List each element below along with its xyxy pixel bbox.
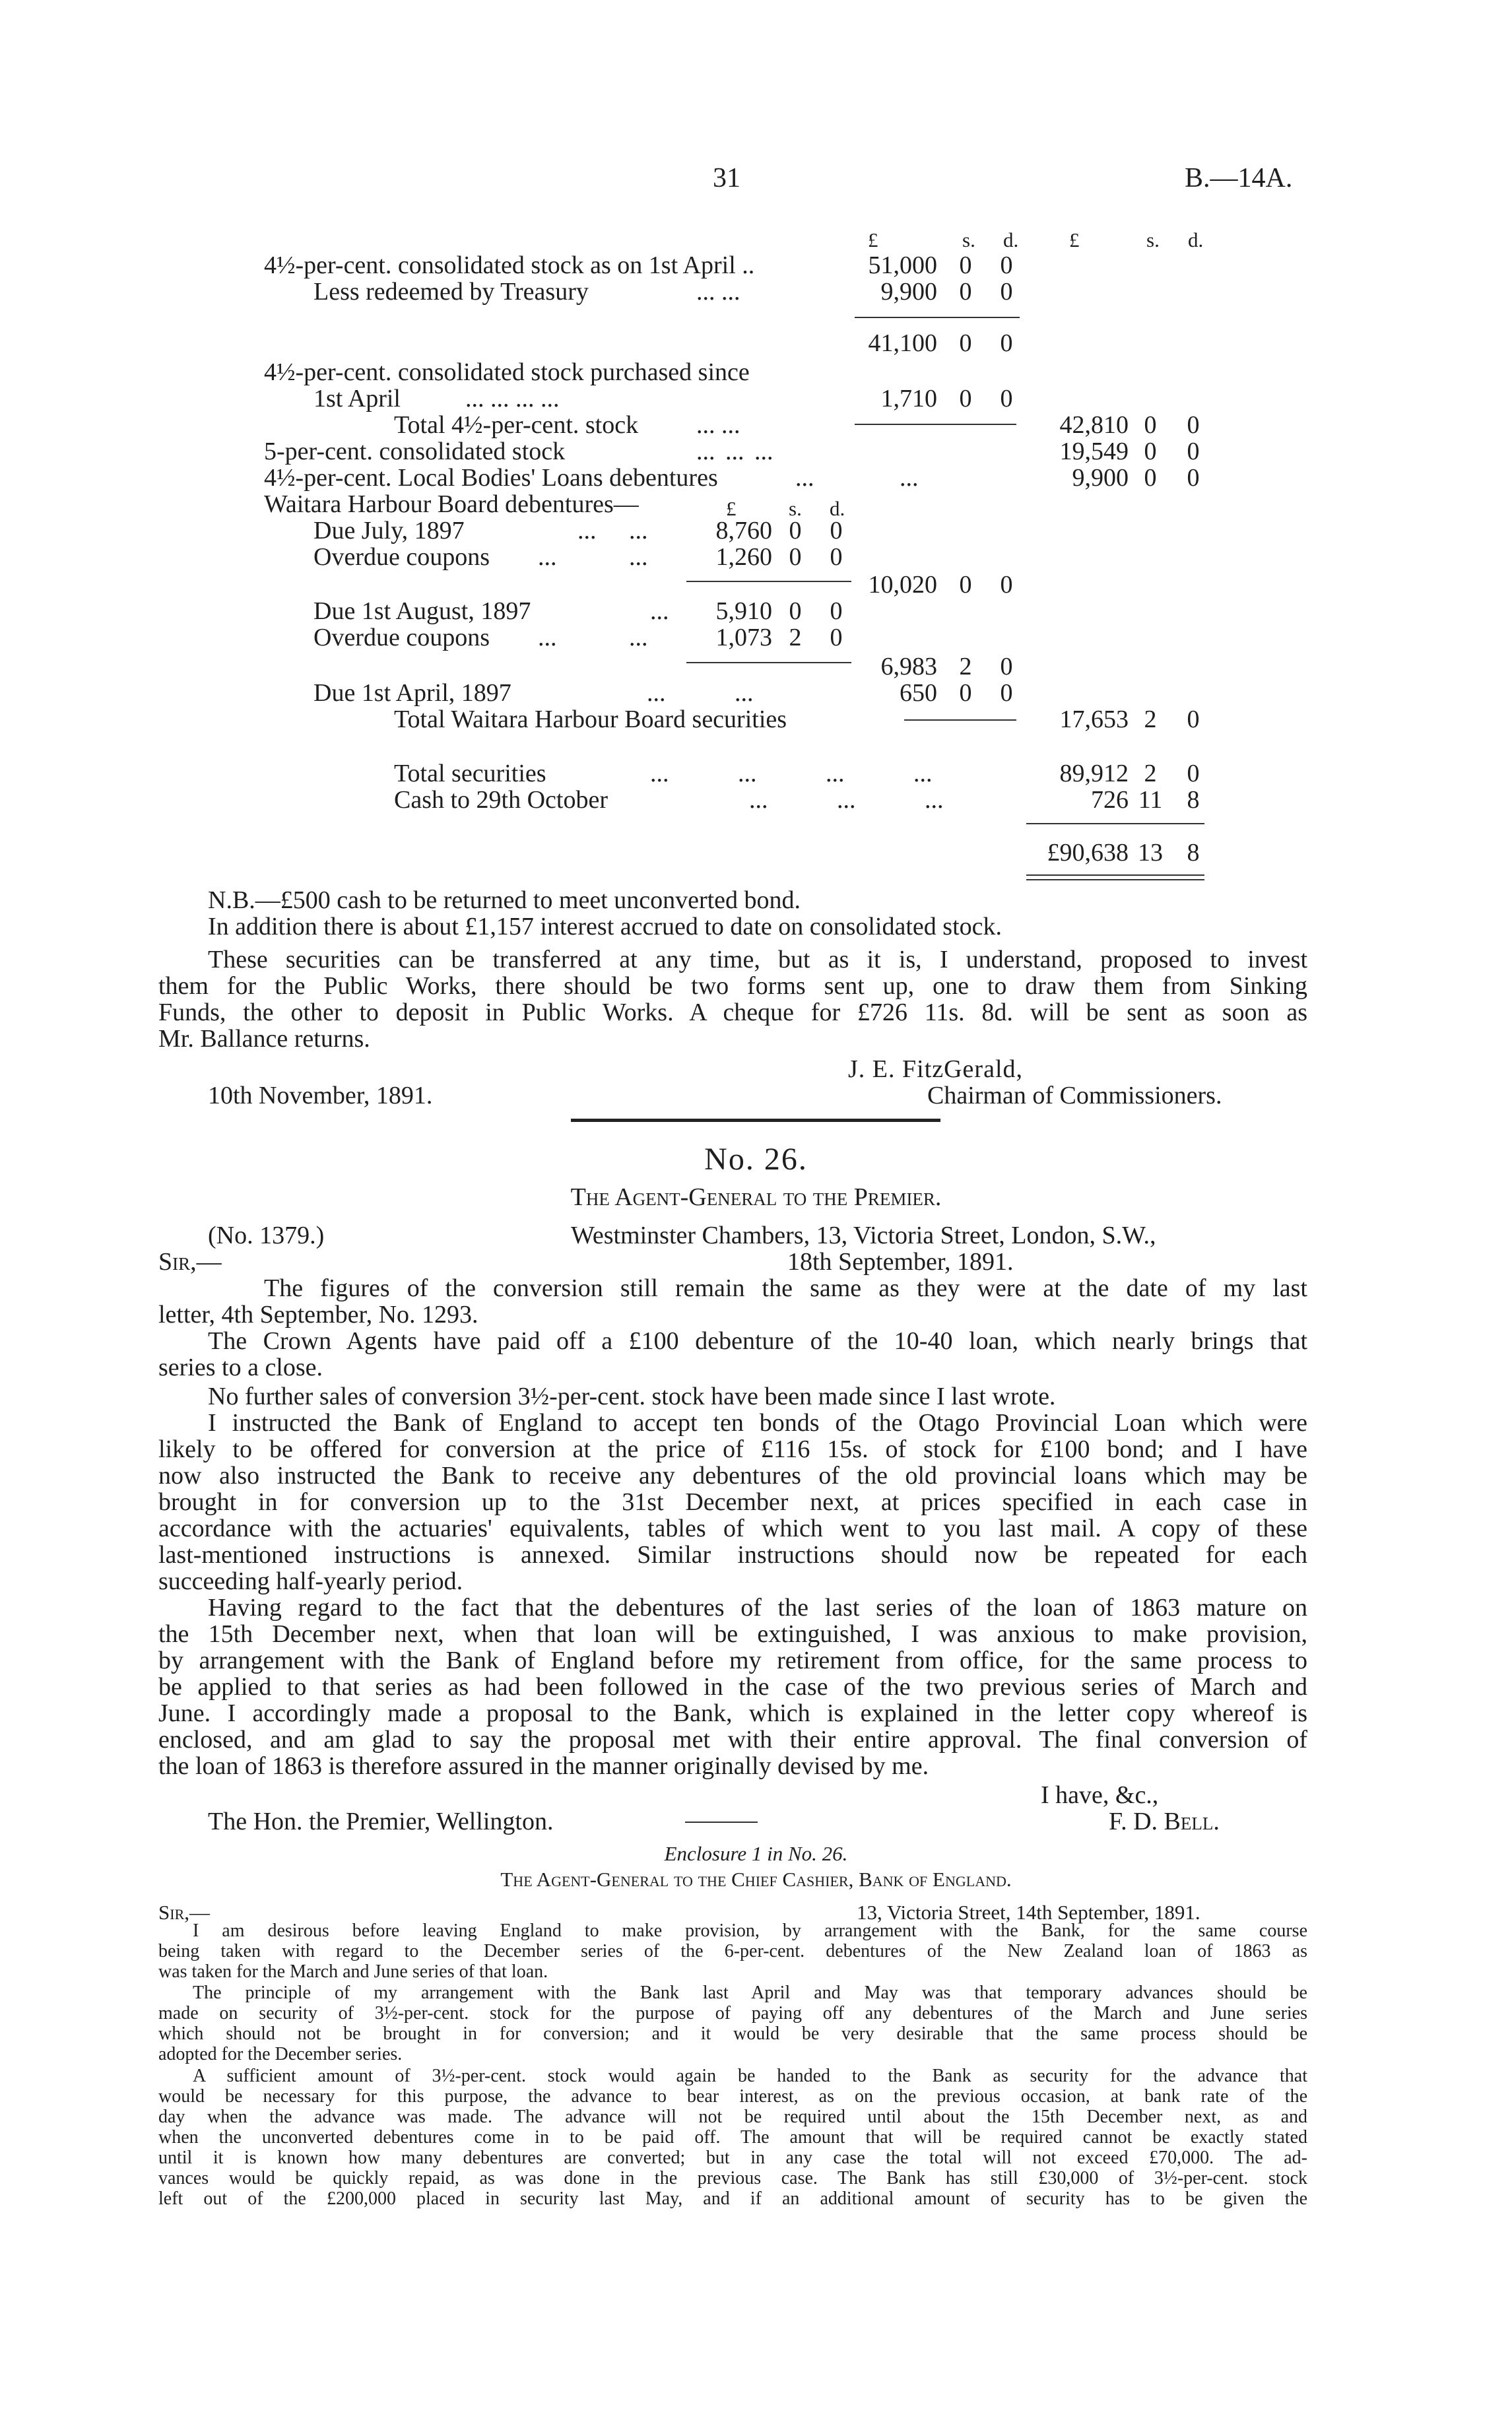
cash-pence: 8 bbox=[1187, 786, 1200, 814]
paragraph-line: The principle of my arrangement with the Bank last April and May was that temporary advances should be bbox=[193, 1983, 1307, 2003]
leader-dots: ... ... bbox=[538, 543, 648, 571]
total-securities-pence: 0 bbox=[1187, 760, 1200, 787]
cash-label: Cash to 29th October bbox=[394, 786, 608, 814]
stock-row-shillings: 0 bbox=[959, 251, 972, 279]
waitara-row-pence: 0 bbox=[830, 517, 843, 544]
waitara-row-pounds: 8,760 bbox=[715, 517, 772, 544]
double-rule-bottom bbox=[1026, 879, 1204, 880]
stock-row-pounds: 51,000 bbox=[868, 251, 937, 279]
waitara-row-shillings: 0 bbox=[789, 517, 802, 544]
letter-signature: F. D. Bell. bbox=[1109, 1808, 1220, 1835]
waitara-heading: Waitara Harbour Board debentures— bbox=[264, 490, 639, 518]
stock-total-shillings: 0 bbox=[1144, 411, 1157, 439]
total-securities-pounds: 89,912 bbox=[1059, 760, 1129, 787]
leader-dots: ... ... bbox=[577, 517, 648, 544]
paragraph-line: Funds, the other to deposit in Public Works. A cheque for £726 11s. 8d. will be sent as soon as bbox=[158, 999, 1307, 1026]
stock-row-label: Total 4½-per-cent. stock bbox=[394, 411, 639, 439]
paragraph-line: Having regard to the fact that the debentures of the last series of the loan of 1863 mature on bbox=[208, 1594, 1307, 1622]
waitara-row-pounds: 1,073 bbox=[715, 624, 772, 651]
waitara-shilling-head: s. bbox=[789, 497, 802, 520]
section-divider bbox=[571, 1119, 940, 1122]
paragraph-line: succeeding half-yearly period. bbox=[158, 1567, 463, 1595]
section-heading: No. 26. bbox=[704, 1142, 808, 1177]
page-number: 31 bbox=[713, 163, 740, 193]
grand-total-rule bbox=[1026, 823, 1204, 824]
waitara-subtotal-pounds: 10,020 bbox=[868, 571, 937, 599]
waitara-pound-head: £ bbox=[726, 497, 737, 520]
paragraph-line: A sufficient amount of 3½-per-cent. stock would again be handed to the Bank as security for the advance that bbox=[193, 2066, 1307, 2086]
stock-row-shillings: 0 bbox=[959, 278, 972, 306]
paragraph-line: last-mentioned instructions is annexed. Similar instructions should now be repeated for each bbox=[158, 1541, 1307, 1569]
waitara-row-pence: 0 bbox=[830, 543, 843, 571]
section-subheading: The Agent-General to the Premier. bbox=[570, 1183, 942, 1211]
paragraph-line: the 15th December next, when that loan will be extinguished, I was anxious to make provision, bbox=[158, 1620, 1307, 1648]
waitara-total-label: Total Waitara Harbour Board securities bbox=[394, 706, 787, 733]
short-rule bbox=[685, 1822, 758, 1823]
waitara-subtotal-shillings: 2 bbox=[959, 653, 972, 680]
paragraph-line: would be necessary for this purpose, the advance to bear interest, as on the previous occasion, at bank rate of the bbox=[158, 2086, 1307, 2107]
paragraph-line: made on security of 3½-per-cent. stock for the purpose of paying off any debentures of the March and June series bbox=[158, 2003, 1307, 2023]
stock-total-pounds: 19,549 bbox=[1059, 438, 1129, 465]
enclosure-heading: The Agent-General to the Chief Cashier, Bank of England. bbox=[500, 1868, 1012, 1891]
paragraph-line: accordance with the actuaries' equivalents, tables of which went to you last mail. A copy of these bbox=[158, 1515, 1307, 1542]
subtotal-rule bbox=[855, 317, 1020, 318]
waitara-row-pounds: 650 bbox=[900, 679, 937, 707]
leader-dots: ... ... bbox=[696, 278, 740, 306]
paragraph-line: The figures of the conversion still remain the same as they were at the date of my last bbox=[264, 1274, 1307, 1302]
stock-subtotal-pence: 0 bbox=[1000, 329, 1013, 357]
waitara-row-pence: 0 bbox=[830, 624, 843, 651]
stock-row-shillings: 0 bbox=[959, 385, 972, 412]
note-interest: In addition there is about £1,157 interest accrued to date on consolidated stock. bbox=[208, 913, 1002, 940]
stock-total-pounds: 9,900 bbox=[1072, 464, 1129, 492]
document-code: B.—14A. bbox=[1185, 163, 1293, 193]
stock-total-pence: 0 bbox=[1187, 464, 1200, 492]
stock-total-pence: 0 bbox=[1187, 411, 1200, 439]
enclosure-salutation: Sir,— bbox=[158, 1901, 210, 1924]
paragraph-line: until it is known how many debentures are converted; but in any case the total will not exceed £70,000. The ad- bbox=[158, 2148, 1307, 2168]
stock-row-label: 4½-per-cent. consolidated stock purchased since bbox=[264, 358, 750, 386]
paragraph-line: likely to be offered for conversion at the price of £116 15s. of stock for £100 bond; and I have bbox=[158, 1435, 1307, 1463]
waitara-row-shillings: 0 bbox=[789, 597, 802, 625]
waitara-subtotal-pence: 0 bbox=[1000, 653, 1013, 680]
enclosure-address-date: 13, Victoria Street, 14th September, 1891. bbox=[857, 1901, 1200, 1924]
letter-address: Westminster Chambers, 13, Victoria Street, London, S.W., bbox=[571, 1222, 1156, 1249]
waitara-subtotal-pounds: 6,983 bbox=[880, 653, 937, 680]
leader-dots: ... ... ... ... bbox=[650, 760, 933, 787]
stock-total-shillings: 0 bbox=[1144, 464, 1157, 492]
col1-shilling-head: s. bbox=[962, 228, 975, 251]
stock-total-pence: 0 bbox=[1187, 438, 1200, 465]
waitara-row-shillings: 0 bbox=[959, 679, 972, 707]
waitara-row-pence: 0 bbox=[830, 597, 843, 625]
waitara-row-pounds: 5,910 bbox=[715, 597, 772, 625]
stock-row-pence: 0 bbox=[1000, 251, 1013, 279]
waitara-row-shillings: 0 bbox=[789, 543, 802, 571]
column-rule bbox=[904, 719, 1016, 721]
stock-total-pounds: 42,810 bbox=[1059, 411, 1129, 439]
paragraph-line: brought in for conversion up to the 31st December next, at prices specified in each case in bbox=[158, 1488, 1307, 1516]
stock-row-pounds: 9,900 bbox=[880, 278, 937, 306]
waitara-row-shillings: 2 bbox=[789, 624, 802, 651]
leader-dots: ... bbox=[650, 597, 669, 625]
note-nb: N.B.—£500 cash to be returned to meet unconverted bond. bbox=[208, 886, 801, 914]
paragraph-line: left out of the £200,000 placed in security last May, and if an additional amount of security has to be given the bbox=[158, 2188, 1307, 2209]
paragraph-line: which should not be brought in for conversion; and it would be very desirable that the same process should be bbox=[158, 2023, 1307, 2044]
paragraph-line: The Crown Agents have paid off a £100 debenture of the 10-40 loan, which nearly brings that bbox=[208, 1327, 1307, 1355]
letter-salutation: Sir,— bbox=[158, 1248, 222, 1276]
col2-shilling-head: s. bbox=[1146, 228, 1160, 251]
double-rule-top bbox=[1026, 874, 1204, 876]
stock-row-label: 4½-per-cent. Local Bodies' Loans debentures bbox=[264, 464, 718, 492]
paragraph-line: I instructed the Bank of England to accept ten bonds of the Otago Provincial Loan which were bbox=[208, 1409, 1307, 1437]
waitara-row-pence: 0 bbox=[1000, 679, 1013, 707]
letter-date: 10th November, 1891. bbox=[208, 1082, 433, 1109]
col2-pound-head: £ bbox=[1069, 228, 1080, 251]
paragraph-line: No further sales of conversion 3½-per-cent. stock have been made since I last wrote. bbox=[208, 1383, 1056, 1410]
paragraph-line: June. I accordingly made a proposal to the Bank, which is explained in the letter copy whereof is bbox=[158, 1699, 1307, 1727]
stock-subtotal-pounds: 41,100 bbox=[868, 329, 937, 357]
letter-closing: I have, &c., bbox=[1041, 1781, 1159, 1809]
paragraph-line: I am desirous before leaving England to make provision, by arrangement with the Bank, for the same course bbox=[193, 1921, 1307, 1941]
col1-pound-head: £ bbox=[868, 228, 878, 251]
paragraph-line: day when the advance was made. The advance will not be required until about the 15th December next, as and bbox=[158, 2107, 1307, 2127]
leader-dots: ... ... bbox=[795, 464, 919, 492]
stock-row-label: Less redeemed by Treasury bbox=[313, 278, 589, 306]
letter-reference: (No. 1379.) bbox=[208, 1222, 325, 1249]
paragraph-line: adopted for the December series. bbox=[158, 2044, 403, 2064]
leader-dots: ... ... bbox=[696, 411, 740, 439]
paragraph-line: the loan of 1863 is therefore assured in the manner originally devised by me. bbox=[158, 1752, 929, 1780]
waitara-pence-head: d. bbox=[830, 497, 845, 520]
leader-dots: ... ... bbox=[647, 679, 754, 707]
grand-total-pence: 8 bbox=[1187, 839, 1200, 867]
stock-row-pounds: 1,710 bbox=[880, 385, 937, 412]
paragraph-line: by arrangement with the Bank of England before my retirement from office, for the same process to bbox=[158, 1647, 1307, 1674]
waitara-subtotal-shillings: 0 bbox=[959, 571, 972, 599]
signatory-title: Chairman of Commissioners. bbox=[927, 1082, 1222, 1109]
waitara-rule bbox=[686, 581, 851, 582]
cash-shillings: 11 bbox=[1138, 786, 1163, 814]
waitara-total-shillings: 2 bbox=[1144, 706, 1157, 733]
paragraph-line: them for the Public Works, there should be two forms sent up, one to draw them from Sinking bbox=[158, 972, 1307, 1000]
column-rule bbox=[855, 424, 1016, 425]
enclosure-label: Enclosure 1 in No. 26. bbox=[664, 1842, 848, 1865]
waitara-rule bbox=[686, 662, 851, 663]
stock-row-label: 5-per-cent. consolidated stock bbox=[264, 438, 566, 465]
waitara-row-pounds: 1,260 bbox=[715, 543, 772, 571]
paragraph-line: being taken with regard to the December series of the 6-per-cent. debentures of the New Zealand loan of 1863 as bbox=[158, 1941, 1307, 1961]
paragraph-line: enclosed, and am glad to say the proposal met with their entire approval. The final conversion of bbox=[158, 1726, 1307, 1754]
letter-addressee: The Hon. the Premier, Wellington. bbox=[208, 1808, 554, 1835]
signatory-name: J. E. FitzGerald, bbox=[848, 1055, 1024, 1083]
leader-dots: ... ... bbox=[538, 624, 648, 651]
total-securities-shillings: 2 bbox=[1144, 760, 1157, 787]
letter-date: 18th September, 1891. bbox=[787, 1248, 1014, 1276]
waitara-total-pounds: 17,653 bbox=[1059, 706, 1129, 733]
paragraph-line: when the unconverted debentures come in to be paid off. The amount that will be required cannot be exactly stated bbox=[158, 2127, 1307, 2148]
paragraph-line: Mr. Ballance returns. bbox=[158, 1025, 370, 1053]
waitara-row-label: Overdue coupons bbox=[313, 624, 490, 651]
paragraph-line: was taken for the March and June series of that loan. bbox=[158, 1961, 548, 1982]
stock-row-pence: 0 bbox=[1000, 385, 1013, 412]
leader-dots: ... ... ... bbox=[749, 786, 944, 814]
leader-dots: ... ... ... bbox=[696, 438, 773, 465]
leader-dots: ... ... ... ... bbox=[465, 385, 560, 412]
stock-subtotal-shillings: 0 bbox=[959, 329, 972, 357]
cash-pounds: 726 bbox=[1091, 786, 1129, 814]
waitara-row-label: Due 1st April, 1897 bbox=[313, 679, 511, 707]
col1-pence-head: d. bbox=[1003, 228, 1019, 251]
paragraph-line: now also instructed the Bank to receive any debentures of the old provincial loans which may be bbox=[158, 1462, 1307, 1490]
waitara-row-label: Overdue coupons bbox=[313, 543, 490, 571]
paragraph-line: vances would be quickly repaid, as was done in the previous case. The Bank has still £30,000 of 3½-per-cent. stock bbox=[158, 2168, 1307, 2188]
paragraph-line: letter, 4th September, No. 1293. bbox=[158, 1301, 478, 1329]
stock-row-label: 4½-per-cent. consolidated stock as on 1st April .. bbox=[264, 251, 755, 279]
waitara-total-pence: 0 bbox=[1187, 706, 1200, 733]
grand-total-shillings: 13 bbox=[1138, 839, 1163, 867]
paragraph-line: These securities can be transferred at any time, but as it is, I understand, proposed to invest bbox=[208, 946, 1307, 973]
stock-row-pence: 0 bbox=[1000, 278, 1013, 306]
grand-total-pounds: £90,638 bbox=[1047, 839, 1129, 867]
col2-pence-head: d. bbox=[1188, 228, 1204, 251]
total-securities-label: Total securities bbox=[394, 760, 546, 787]
paragraph-line: be applied to that series as had been followed in the case of the two previous series of March and bbox=[158, 1673, 1307, 1701]
stock-row-label: 1st April bbox=[313, 385, 401, 412]
paragraph-line: series to a close. bbox=[158, 1354, 323, 1381]
waitara-row-label: Due July, 1897 bbox=[313, 517, 465, 544]
waitara-subtotal-pence: 0 bbox=[1000, 571, 1013, 599]
waitara-row-label: Due 1st August, 1897 bbox=[313, 597, 531, 625]
stock-total-shillings: 0 bbox=[1144, 438, 1157, 465]
